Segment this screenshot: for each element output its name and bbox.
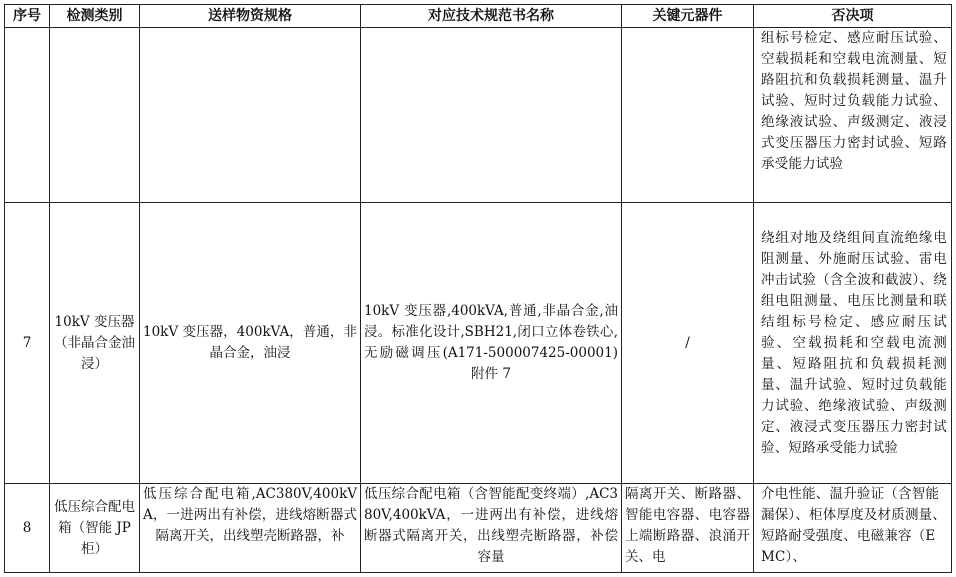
table-header-row (5, 5, 952, 28)
row-standard (361, 28, 622, 203)
header-standard: 对应技术规范书名称 (361, 5, 622, 28)
row-components (622, 28, 754, 203)
header-spec: 送样物资规格 (140, 5, 361, 28)
row-category: 10kV 变压器（非晶合金油浸） (50, 203, 140, 484)
row-category: 低压综合配电箱（智能 JP 柜） (50, 484, 140, 573)
row-standard: 10kV 变压器,400kVA,普通,非晶合金,油浸。标准化设计,SBH21,闭口立体卷铁心,无励磁调压(A171-500007425-00001)附件 7 (361, 203, 622, 484)
table-row (5, 484, 952, 573)
header-veto: 否决项 (754, 5, 952, 28)
header-components: 关键元器件 (622, 5, 754, 28)
header-category: 检测类别 (50, 5, 140, 28)
row-veto: 介电性能、温升验证（含智能漏保）、柜体厚度及材质测量、短路耐受强度、电磁兼容（EMC）、 (754, 484, 952, 573)
row-veto: 组标号检定、感应耐压试验、空载损耗和空载电流测量、短路阻抗和负载损耗测量、温升试验、短时过负载能力试验、绝缘液试验、声级测定、液浸式变压器压力密封试验、短路承受能力试验 (754, 28, 952, 203)
table-row (5, 203, 952, 484)
row-seq: 7 (5, 203, 50, 484)
table-row (5, 28, 952, 203)
row-category (50, 28, 140, 203)
row-components: 隔离开关、断路器、智能电容器、电容器上端断路器、浪涌开关、电 (622, 484, 754, 573)
row-standard: 低压综合配电箱（含智能配变终端）,AC380V,400kVA，一进两出有补偿，进线熔断器式隔离开关，出线塑壳断路器，补偿容量 (361, 484, 622, 573)
row-spec (140, 28, 361, 203)
row-spec: 10kV 变压器，400kVA，普通，非晶合金，油浸 (140, 203, 361, 484)
row-seq: 8 (5, 484, 50, 573)
row-components: / (622, 203, 754, 484)
row-spec: 低压综合配电箱,AC380V,400kVA，一进两出有补偿，进线熔断器式隔离开关，出线塑壳断路器，补 (140, 484, 361, 573)
inspection-table (4, 4, 952, 573)
row-seq (5, 28, 50, 203)
row-veto: 绕组对地及绕组间直流绝缘电阻测量、外施耐压试验、雷电冲击试验（含全波和截波）、绕组电阻测量、电压比测量和联结组标号检定、感应耐压试验、空载损耗和空载电流测量、短路阻抗和负载损耗测量、温升试验、短时过负载能力试验、绝缘液试验、声级测定、液浸式变压器压力密封试验、短路承受能力试验 (754, 203, 952, 484)
header-seq: 序号 (5, 5, 50, 28)
